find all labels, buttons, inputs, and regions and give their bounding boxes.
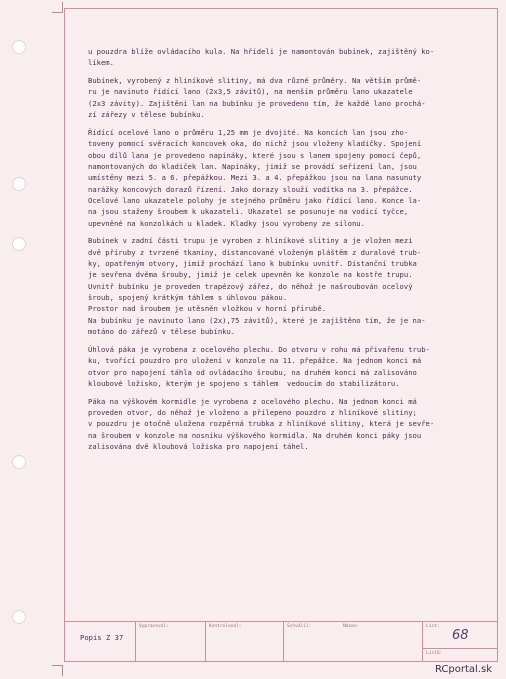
punch-hole-upper (12, 177, 26, 191)
text-line: upevněné na konzolkách u kladek. Kladky jsou vyrobeny ze silonu. (88, 218, 365, 228)
sheet-number: 68 (452, 628, 469, 643)
sheet-label: List: (426, 624, 440, 629)
text-line: Páka na výškovém kormidle je vyrobena z ocelového plechu. Na jednom konci má (88, 396, 417, 406)
paragraph (88, 396, 484, 453)
text-line: umístěny mezi 5. a 6. přepážkou. Mezi 3. a 4. přepážkou jsou na lana nasunuty (88, 173, 422, 183)
text-line: kloubové ložisko, kterým je spojeno s táhlem vedoucím do stabilizátoru. (88, 378, 400, 388)
paragraph (88, 235, 484, 337)
text-line: Úhlová páka je vyrobena z ocelového plechu. Do otvoru v rohu má přivařenu trub- (88, 344, 430, 354)
text-line: Prostor nad šroubem je utěsněn vložkou v horní přírubě. (88, 304, 326, 314)
prepared-by-label: Vypracoval: (139, 624, 169, 629)
crop-mark-bottom-left (52, 665, 63, 676)
text-line: narážky koncových dorazů řízení. Jako dorazy slouží vodítka na 3. přepážce. (88, 184, 413, 194)
text-line: ru je navinuto řídící lano (2x3,5 závitů), na menším průměru lano ukazatele (88, 87, 413, 97)
punch-hole-top (12, 40, 26, 54)
punch-hole-middle (12, 237, 26, 251)
punch-hole-bottom (12, 610, 26, 624)
text-line: Na bubínku je navinuto lano (2x),75 závitů), které je zajištěno tím, že je na- (88, 315, 426, 325)
approved-by-label: Schválil: (287, 624, 312, 629)
paragraph (88, 46, 484, 69)
text-line: namontovaných do kladiček lan. Napínáky, jimiž se provádí seřízení lan, jsou (88, 161, 417, 171)
title-block-top-rule (64, 621, 498, 622)
title-block-divider (422, 621, 423, 662)
text-line: proveden otvor, do něhož je vloženo a přilepeno pouzdro z hliníkové slitiny; (88, 407, 417, 417)
title-block-divider (135, 621, 136, 662)
text-line: Řídící ocelové lano o průměru 1,25 mm je dvojité. Na koncích lan jsou zho- (88, 127, 409, 137)
text-line: zí zářezy v tělese bubínku. (88, 110, 205, 120)
checked-by-label: Kontroloval: (209, 624, 242, 629)
text-line: toveny pomocí svěracích koncovek oka, do nichž jsou vloženy kladičky. Spojení (88, 139, 422, 149)
watermark-text: RCportal.sk (434, 664, 492, 675)
title-block-divider (283, 621, 284, 662)
text-line: na šroubem v konzole na nosníku výškového kormidla. Na druhém konci páky jsou (88, 430, 422, 440)
paragraph (88, 344, 484, 389)
body-text (88, 46, 484, 459)
title-label: Název: (343, 624, 360, 629)
text-line: obou dílů lana je provedeno napínáky, které jsou s lanem spojeny pomocí čepů, (88, 150, 422, 160)
text-line: líkem. (88, 58, 114, 68)
text-line: Bubínek, vyrobený z hliníkové slitiny, má dva různé průměry. Na větším průmě- (88, 76, 422, 86)
text-line: Bubínek v zadní části trupu je vyroben z hliníkové slitiny a je vložen mezi (88, 236, 413, 246)
text-line: ky, opatřeným otvory, jimiž prochází lano k bubínku uvnitř. Distanční trubka (88, 259, 417, 269)
text-line: zalisována dvě kloubová ložiska pro napojení táhel. (88, 441, 309, 451)
text-line: v pouzdru je otočně uložena rozpěrná trubka z hliníkové slitiny, která je sevře- (88, 419, 435, 429)
text-line: motáno do zářezů v tělese bubínku. (88, 327, 236, 337)
text-line: u pouzdra blíže ovládacího kula. Na hřídeli je namontován bubínek, zajištěný ko- (88, 47, 435, 56)
paragraph (88, 75, 484, 120)
text-line: otvor pro napojení táhla od ovládacího šroubu, na druhém konci má zalisováno (88, 367, 417, 377)
text-line: ku, tvořící pouzdro pro uložení v konzole na 11. přepážce. Na jednom konci má (88, 356, 422, 366)
punch-hole-lower (12, 455, 26, 469)
text-line: Uvnitř bubínku je proveden trapézový zářez, do něhož je našroubován ocelový (88, 281, 413, 291)
paragraph (88, 127, 484, 229)
text-line: na jsou staženy šroubem k ukazateli. Ukazatel se posunuje na vodicí tyčce, (88, 207, 409, 217)
document-label: Popis Z 37 (80, 633, 124, 642)
text-line: šroub, spojený krátkým táhlem s úhlovou pákou. (88, 293, 288, 303)
sheets-count-label: Listů: (426, 651, 443, 656)
title-block-sheet-rule (422, 648, 498, 649)
text-line: dvě příruby z tvrzené tkaniny, distancované vloženým pláštěm z duralové trub- (88, 247, 422, 257)
text-line: (2x3 závity). Zajištění lan na bubínku je provedeno tím, že každé lano prochá- (88, 98, 426, 108)
text-line: Ocelové lano ukazatele polohy je stejného průměru jako řídící lano. Konce la- (88, 195, 422, 205)
text-line: je sevřena dvěma šrouby, jimiž je celek upevněn ke konzole na kostře trupu. (88, 270, 413, 280)
title-block-divider (205, 621, 206, 662)
crop-mark-top-left (52, 2, 63, 13)
